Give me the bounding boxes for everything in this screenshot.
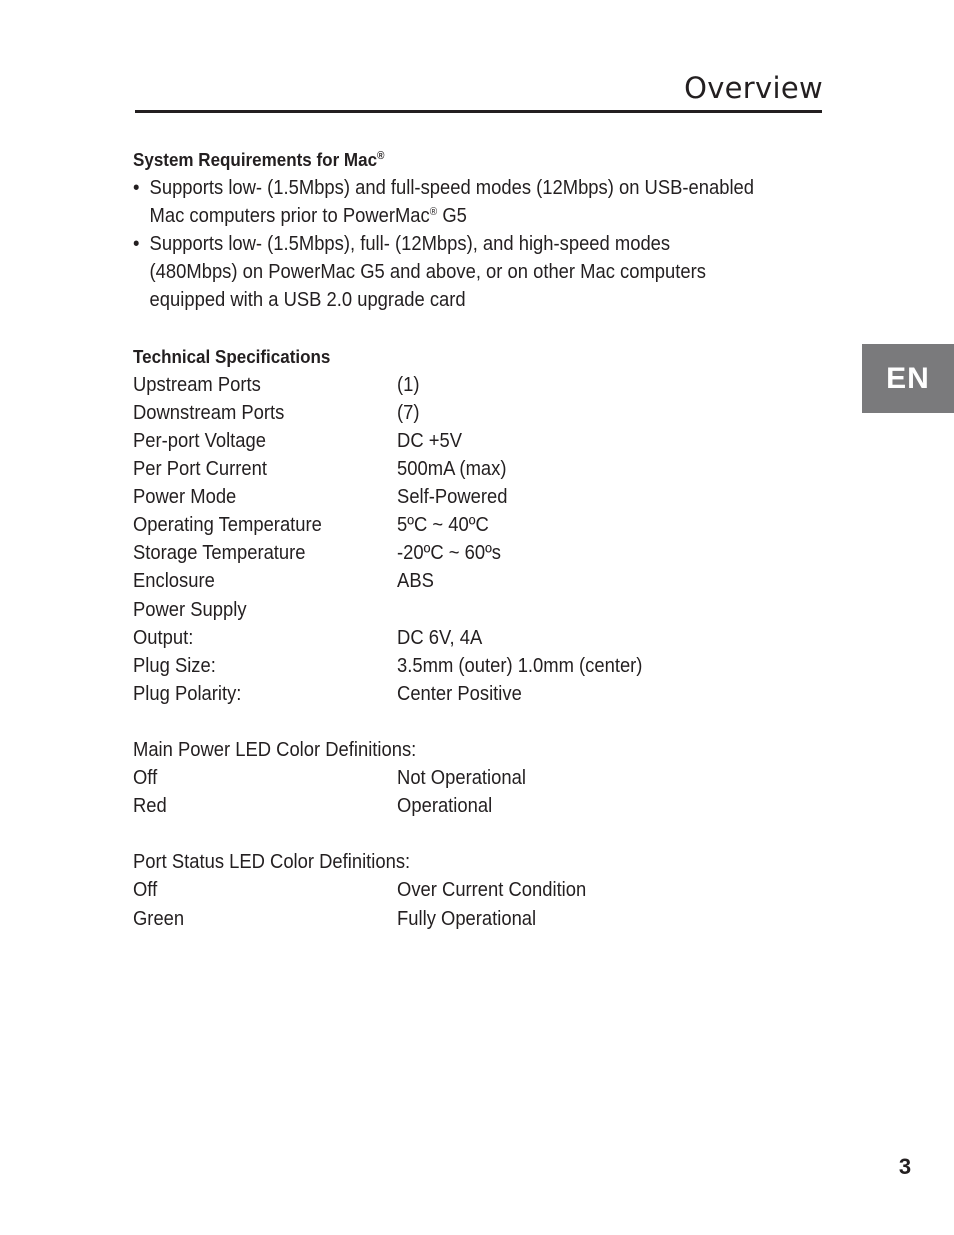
spec-value: DC 6V, 4A — [397, 626, 483, 649]
sysreq-heading — [133, 146, 777, 174]
led-meaning: Fully Operational — [397, 907, 537, 930]
tech-specs-table — [133, 371, 777, 708]
spec-label: Per Port Current — [133, 458, 267, 481]
led-row — [133, 876, 777, 904]
spec-value: ABS — [397, 570, 434, 593]
sysreq-bullet-2 — [133, 230, 777, 314]
registered-mark: ® — [429, 206, 438, 219]
spec-row — [133, 596, 777, 624]
sysreq-heading-text: System Requirements for Mac — [133, 149, 378, 170]
spec-label: Plug Polarity: — [133, 682, 242, 705]
sysreq-bullet-1-line-2-b: G5 — [437, 205, 467, 228]
spec-value: 5ºC ~ 40ºC — [397, 514, 489, 537]
spacer — [133, 820, 777, 848]
spec-label: Per-port Voltage — [133, 429, 266, 452]
spec-value: (7) — [397, 401, 420, 424]
spec-label: Power Mode — [133, 486, 237, 509]
led-color: Green — [133, 907, 185, 930]
sysreq-bullet-1-line-2 — [150, 202, 777, 230]
spec-label: Plug Size: — [133, 654, 216, 677]
spacer — [133, 708, 777, 736]
spec-value: 3.5mm (outer) 1.0mm (center) — [397, 654, 643, 677]
spec-label: Enclosure — [133, 570, 215, 593]
spec-label: Storage Temperature — [133, 542, 306, 565]
spec-row — [133, 455, 777, 483]
spec-row — [133, 483, 777, 511]
spec-row — [133, 567, 777, 595]
spec-value: 500mA (max) — [397, 458, 507, 481]
page-title: Overview — [684, 71, 823, 105]
led-color: Off — [133, 879, 158, 902]
page-content — [133, 146, 777, 933]
led-row — [133, 764, 777, 792]
bullet-dot: • — [133, 233, 140, 256]
main-led-table — [133, 764, 777, 820]
spec-label: Downstream Ports — [133, 401, 285, 424]
spec-row — [133, 539, 777, 567]
led-meaning: Operational — [397, 795, 493, 818]
led-color: Off — [133, 767, 158, 790]
sysreq-bullet-2-line-2: (480Mbps) on PowerMac G5 and above, or on other Mac computers — [149, 261, 706, 284]
header-divider — [135, 110, 822, 113]
sysreq-bullet-1-line-1: Supports low- (1.5Mbps) and full-speed modes (12Mbps) on USB-enabled — [149, 177, 755, 200]
spec-value: DC +5V — [397, 429, 462, 452]
spec-row — [133, 680, 777, 708]
spec-label: Output: — [133, 626, 194, 649]
led-row — [133, 905, 777, 933]
sysreq-bullet-1-line-2-a: Mac computers prior to PowerMac — [149, 205, 430, 228]
registered-mark: ® — [377, 150, 385, 162]
sysreq-bullet-2-line-3: equipped with a USB 2.0 upgrade card — [149, 289, 466, 312]
spec-value: Self-Powered — [397, 486, 508, 509]
spec-row — [133, 399, 777, 427]
spec-row — [133, 427, 777, 455]
spec-value: -20ºC ~ 60ºs — [397, 542, 501, 565]
led-meaning: Over Current Condition — [397, 879, 587, 902]
spec-label: Operating Temperature — [133, 514, 322, 537]
spec-row — [133, 652, 777, 680]
spec-row — [133, 624, 777, 652]
sysreq-bullet-1 — [133, 174, 777, 230]
spec-row — [133, 371, 777, 399]
spec-row — [133, 511, 777, 539]
led-color: Red — [133, 795, 167, 818]
port-led-heading: Port Status LED Color Definitions: — [133, 851, 411, 874]
tech-specs-heading: Technical Specifications — [133, 345, 331, 367]
spec-label: Upstream Ports — [133, 373, 261, 396]
spec-label: Power Supply — [133, 598, 247, 621]
sysreq-bullet-2-line-1: Supports low- (1.5Mbps), full- (12Mbps), and high-speed modes — [149, 233, 671, 256]
spec-value: (1) — [397, 373, 420, 396]
main-led-heading: Main Power LED Color Definitions: — [133, 738, 417, 761]
spec-value: Center Positive — [397, 682, 522, 705]
page-number: 3 — [898, 1154, 912, 1179]
led-meaning: Not Operational — [397, 767, 526, 790]
bullet-dot: • — [133, 177, 140, 200]
language-tab: EN — [862, 344, 954, 413]
port-led-table — [133, 876, 777, 932]
spacer — [133, 315, 777, 343]
led-row — [133, 792, 777, 820]
